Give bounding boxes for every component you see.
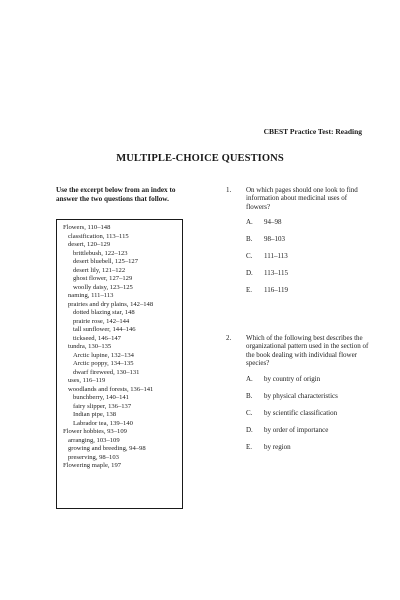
index-entry: dotted blazing star, 148: [73, 309, 135, 316]
option-text: 98–103: [264, 235, 285, 244]
index-entry: prairie rose, 142–144: [73, 317, 130, 325]
option-letter: B.: [246, 235, 253, 244]
option-letter: A.: [246, 218, 253, 227]
index-entry: classification, 113–115: [68, 232, 129, 240]
option-letter: A.: [246, 374, 253, 383]
index-entry: woolly daisy, 123–125: [73, 283, 133, 291]
option-text: by order of importance: [264, 425, 329, 434]
index-entry: tundra, 130–135: [68, 343, 112, 350]
instructions-text: Use the excerpt below from an index to answer the two questions that follow.: [56, 186, 176, 203]
index-entry: woodlands and forests, 136–141: [68, 385, 154, 393]
index-entry: Flower hobbies, 93–109: [63, 428, 127, 435]
option-letter: D.: [246, 425, 253, 434]
index-entry: desert lily, 121–122: [73, 266, 126, 274]
answer-option[interactable]: [246, 409, 371, 426]
index-entry: ghost flower, 127–129: [73, 275, 133, 282]
option-text: by region: [264, 442, 291, 451]
option-text: 111–113: [264, 252, 288, 261]
index-entry: tall sunflower, 144–146: [73, 326, 136, 333]
answer-options: [246, 375, 371, 460]
answer-option[interactable]: [246, 443, 371, 460]
answer-option[interactable]: [246, 426, 371, 443]
index-entry: tickseed, 146–147: [73, 334, 121, 342]
option-letter: C.: [246, 252, 253, 261]
index-entry: Indian pipe, 138: [73, 411, 117, 418]
index-entry: fairy slipper, 136–137: [73, 402, 132, 410]
index-excerpt-box: [56, 219, 183, 509]
answer-option[interactable]: [246, 218, 371, 235]
index-entry: arranging, 103–109: [68, 436, 120, 444]
answer-options: [246, 218, 371, 303]
index-entry: brittlebush, 122–123: [73, 249, 128, 257]
index-entry: desert, 120–129: [68, 241, 111, 248]
option-text: 113–115: [264, 269, 288, 278]
index-entry: Labrador tea, 139–140: [73, 419, 133, 427]
answer-option[interactable]: [246, 286, 371, 303]
index-entry: growing and breeding, 94–98: [68, 445, 146, 452]
answer-option[interactable]: [246, 269, 371, 286]
option-text: by country of origin: [264, 374, 321, 383]
answer-option[interactable]: [246, 252, 371, 269]
index-entry: naming, 111–113: [68, 292, 114, 299]
option-letter: D.: [246, 269, 253, 278]
option-letter: C.: [246, 408, 253, 417]
page-title: MULTIPLE-CHOICE QUESTIONS: [116, 153, 284, 164]
question-number: 2.: [226, 334, 232, 342]
answer-option[interactable]: [246, 375, 371, 392]
option-text: by scientific classification: [264, 408, 338, 417]
answer-option[interactable]: [246, 235, 371, 252]
option-text: 94–98: [264, 218, 282, 227]
index-entry: desert bluebell, 125–127: [73, 258, 139, 265]
page-header: CBEST Practice Test: Reading: [263, 127, 362, 136]
option-text: 116–119: [264, 286, 288, 295]
index-entry: prairies and dry plains, 142–148: [68, 300, 154, 308]
option-letter: E.: [246, 286, 253, 295]
index-entry: uses, 116–119: [68, 377, 106, 384]
option-text: by physical characteristics: [264, 391, 338, 400]
option-letter: E.: [246, 442, 253, 451]
index-entry: Arctic lupine, 132–134: [73, 351, 134, 359]
question-text: On which pages should one look to find information about medicinal uses of flowers?: [246, 186, 358, 211]
index-entry: Flowering maple, 197: [63, 462, 122, 469]
question-text: Which of the following best describes the organizational pattern used in the section of the book dealing with individual flower species?: [246, 334, 369, 368]
question-2: [226, 334, 371, 460]
question-1: [226, 186, 371, 303]
index-entry: Arctic poppy, 134–135: [73, 360, 134, 367]
index-entry: Flowers, 110–148: [63, 224, 111, 231]
index-entry: bunchberry, 140–141: [73, 394, 129, 401]
option-letter: B.: [246, 391, 253, 400]
question-number: 1.: [226, 186, 232, 194]
index-entry: dwarf fireweed, 130–131: [73, 368, 140, 376]
answer-option[interactable]: [246, 392, 371, 409]
index-entry: preserving, 98–103: [68, 453, 119, 461]
